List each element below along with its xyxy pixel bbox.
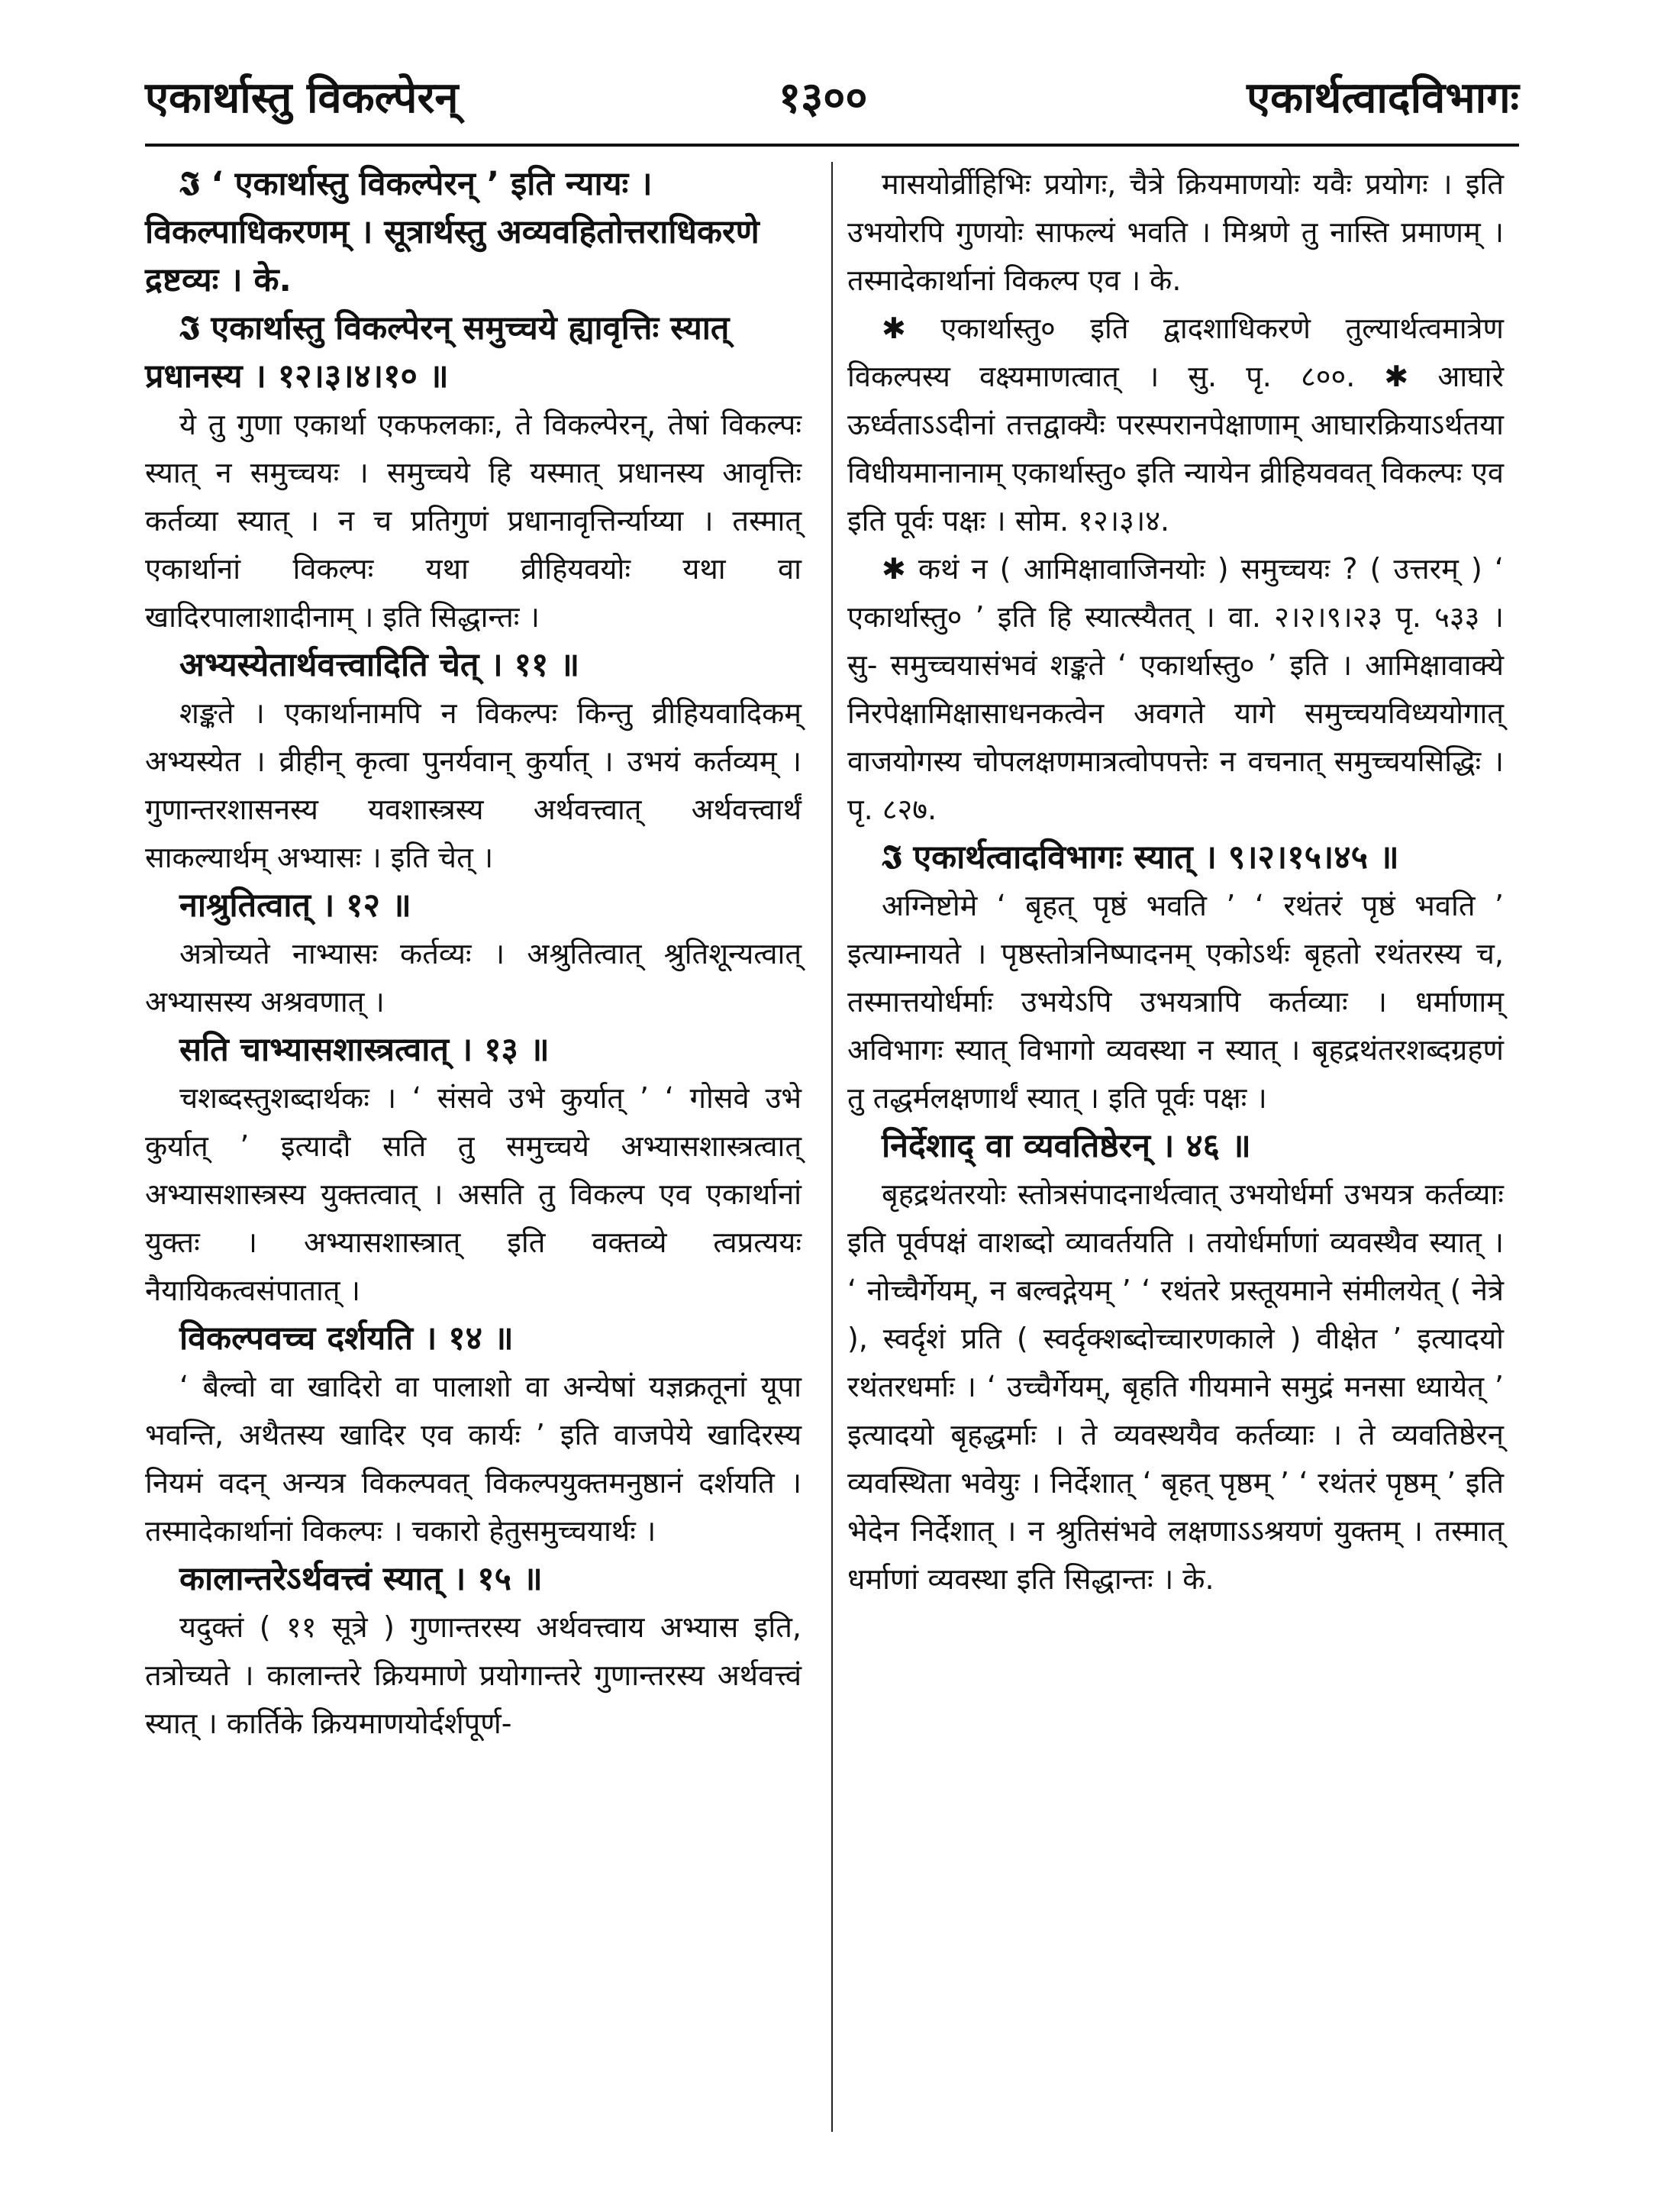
sutra-heading: अभ्यस्येतार्थवत्त्वादिति चेत् । ११ ॥ — [179, 646, 580, 684]
header-rule — [145, 144, 1519, 147]
commentary-paragraph: ये तु गुणा एकार्था एकफलकाः, ते विकल्पेरन्, तेषां विकल्पः स्यात् न समुच्चयः । समुच्चये हि यस्मात् प्रधानस्य आवृत्तिः कर्तव्या स्यात् । न च प्रतिगुणं प्रधानावृत्तिर्न्याय्या । तस्मात् एकार्थानां विकल्पः यथा व्रीहियवयोः यथा वा खादिरपालाशादीनाम् । इति सिद्धान्तः । — [145, 408, 802, 634]
running-head-right: एकार्थत्वादविभागः — [1247, 73, 1519, 123]
right-column — [847, 160, 1504, 1603]
commentary-paragraph: शङ्कते । एकार्थानामपि न विकल्पः किन्तु व्रीहियवादिकम् अभ्यस्येत । व्रीहीन् कृत्वा पुनर्यवान् कुर्यात् । उभयं कर्तव्यम् । गुणान्तरशासनस्य यवशास्त्रस्य अर्थवत्त्वात् अर्थवत्त्वार्थं साकल्यार्थम् अभ्यासः । इति चेत् । — [145, 696, 802, 874]
sutra-heading: 𝕴 ‘ एकार्थास्तु विकल्पेरन् ’ इति न्यायः । विकल्पाधिकरणम् । सूत्रार्थस्तु अव्यवहितोत्तराधिकरणे द्रष्टव्यः । के. — [145, 165, 760, 299]
sutra-heading: विकल्पवच्च दर्शयति । १४ ॥ — [179, 1319, 514, 1358]
running-head-left: एकार्थास्तु विकल्पेरन् — [145, 73, 459, 123]
sutra-heading: कालान्तरेऽर्थवत्त्वं स्यात् । १५ ॥ — [179, 1560, 543, 1598]
commentary-paragraph: बृहद्रथंतरयोः स्तोत्रसंपादनार्थत्वात् उभयोर्धर्मा उभयत्र कर्तव्याः इति पूर्वपक्षं वाशब्दो व्यावर्तयति । तयोर्धर्माणां व्यवस्थैव स्यात् । ‘ नोच्चैर्गेयम्, न बल्वद्गेयम् ’ ‘ रथंतरे प्रस्तूयमाने संमीलयेत् ( नेत्रे ), स्वर्दृशं प्रति ( स्वर्दृक्शब्दोच्चारणकाले ) वीक्षेत ’ इत्यादयो रथंतरधर्माः । ‘ उच्चैर्गेयम्, बृहति गीयमाने समुद्रं मनसा ध्यायेत् ’ इत्यादयो बृहद्धर्माः । ते व्यवस्थयैव कर्तव्याः । ते व्यवतिष्ठेरन् व्यवस्थिता भवेयुः । निर्देशात् ‘ बृहत् पृष्ठम् ’ ‘ रथंतरं पृष्ठम् ’ इति भेदेन निर्देशात् । न श्रुतिसंभवे लक्षणाऽऽश्रयणं युक्तम् । तस्मात् धर्माणां व्यवस्था इति सिद्धान्तः । के. — [847, 1177, 1504, 1596]
commentary-paragraph: ‘ बैल्वो वा खादिरो वा पालाशो वा अन्येषां यज्ञक्रतूनां यूपा भवन्ति, अथैतस्य खादिर एव कार्यः ’ इति वाजपेये खादिरस्य नियमं वदन् अन्यत्र विकल्पवत् विकल्पयुक्तमनुष्ठानं दर्शयति । तस्मादेकार्थानां विकल्पः । चकारो हेतुसमुच्चयार्थः । — [145, 1370, 802, 1548]
sutra-heading: निर्देशाद् वा व्यवतिष्ठेरन् । ४६ ॥ — [882, 1127, 1251, 1165]
commentary-paragraph: अग्निष्टोमे ‘ बृहत् पृष्ठं भवति ’ ‘ रथंतरं पृष्ठं भवति ’ इत्याम्नायते । पृष्ठस्तोत्रनिष्पादनम् एकोऽर्थः बृहतो रथंतरस्य च, तस्मात्तयोर्धर्माः उभयेऽपि उभयत्रापि कर्तव्याः । धर्माणाम् अविभागः स्यात् विभागो व्यवस्था न स्यात् । बृहद्रथंतरशब्दग्रहणं तु तद्धर्मलक्षणार्थं स्यात् । इति पूर्वः पक्षः । — [847, 889, 1504, 1115]
commentary-paragraph: यदुक्तं ( ११ सूत्रे ) गुणान्तरस्य अर्थवत्त्वाय अभ्यास इति, तत्रोच्यते । कालान्तरे क्रियमाणे प्रयोगान्तरे गुणान्तरस्य अर्थवत्त्वं स्यात् । कार्तिके क्रियमाणयोर्दर्शपूर्ण- — [145, 1610, 802, 1740]
left-column — [145, 160, 802, 1748]
page-header — [145, 67, 1519, 136]
commentary-paragraph: मासयोर्व्रीहिभिः प्रयोगः, चैत्रे क्रियमाणयोः यवैः प्रयोगः । इति उभयोरपि गुणयोः साफल्यं भवति । मिश्रणे तु नास्ति प्रमाणम् । तस्मादेकार्थानां विकल्प एव । के. — [847, 167, 1504, 297]
sutra-heading: 𝕴 एकार्थत्वादविभागः स्यात् । ९।२।१५।४५ ॥ — [882, 838, 1399, 877]
commentary-paragraph: ✱ कथं न ( आमिक्षावाजिनयोः ) समुच्चयः ? ( उत्तरम् ) ‘ एकार्थास्तु० ’ इति हि स्यात्स्यैतत् । वा. २।२।९।२३ पृ. ५३३ । सु- समुच्चयासंभवं शङ्कते ‘ एकार्थास्तु० ’ इति । आमिक्षावाक्ये निरपेक्षामिक्षासाधनकत्वेन अवगते यागे समुच्चयविध्ययोगात् वाजयोगस्य चोपलक्षणमात्रत्वोपपत्तेः न वचनात् समुच्चयसिद्धिः । पृ. ८२७. — [847, 552, 1504, 826]
commentary-paragraph: चशब्दस्तुशब्दार्थकः । ‘ संसवे उभे कुर्यात् ’ ‘ गोसवे उभे कुर्यात् ’ इत्यादौ सति तु समुच्चये अभ्यासशास्त्रत्वात् अभ्यासशास्त्रस्य युक्तत्वात् । असति तु विकल्प एव एकार्थानां युक्तः । अभ्यासशास्त्रात् इति वक्तव्ये त्वप्रत्ययः नैयायिकत्वसंपातात् । — [145, 1081, 802, 1307]
sutra-heading: सति चाभ्यासशास्त्रत्वात् । १३ ॥ — [179, 1031, 550, 1069]
commentary-paragraph: अत्रोच्यते नाभ्यासः कर्तव्यः । अश्रुतित्वात् श्रुतिशून्यत्वात् अभ्यासस्य अश्रवणात् । — [145, 937, 802, 1019]
commentary-paragraph: ✱ एकार्थास्तु० इति द्वादशाधिकरणे तुल्यार्थत्वमात्रेण विकल्पस्य वक्ष्यमाणत्वात् । सु. पृ. ८००. ✱ आघारे ऊर्ध्वताऽऽदीनां तत्तद्वाक्यैः परस्परानपेक्षाणाम् आघारक्रियाऽर्थतया विधीयमानानाम् एकार्थास्तु० इति न्यायेन व्रीहियववत् विकल्पः एव इति पूर्वः पक्षः । सोम. १२।३।४. — [847, 312, 1504, 538]
sutra-heading: नाश्रुतित्वात् । १२ ॥ — [179, 886, 411, 925]
page-number: १३०० — [779, 73, 868, 123]
column-divider — [831, 162, 833, 2132]
sutra-heading: 𝕴 एकार्थास्तु विकल्पेरन् समुच्चये ह्यावृत्तिः स्यात् प्रधानस्य । १२।३।४।१० ॥ — [145, 309, 730, 396]
